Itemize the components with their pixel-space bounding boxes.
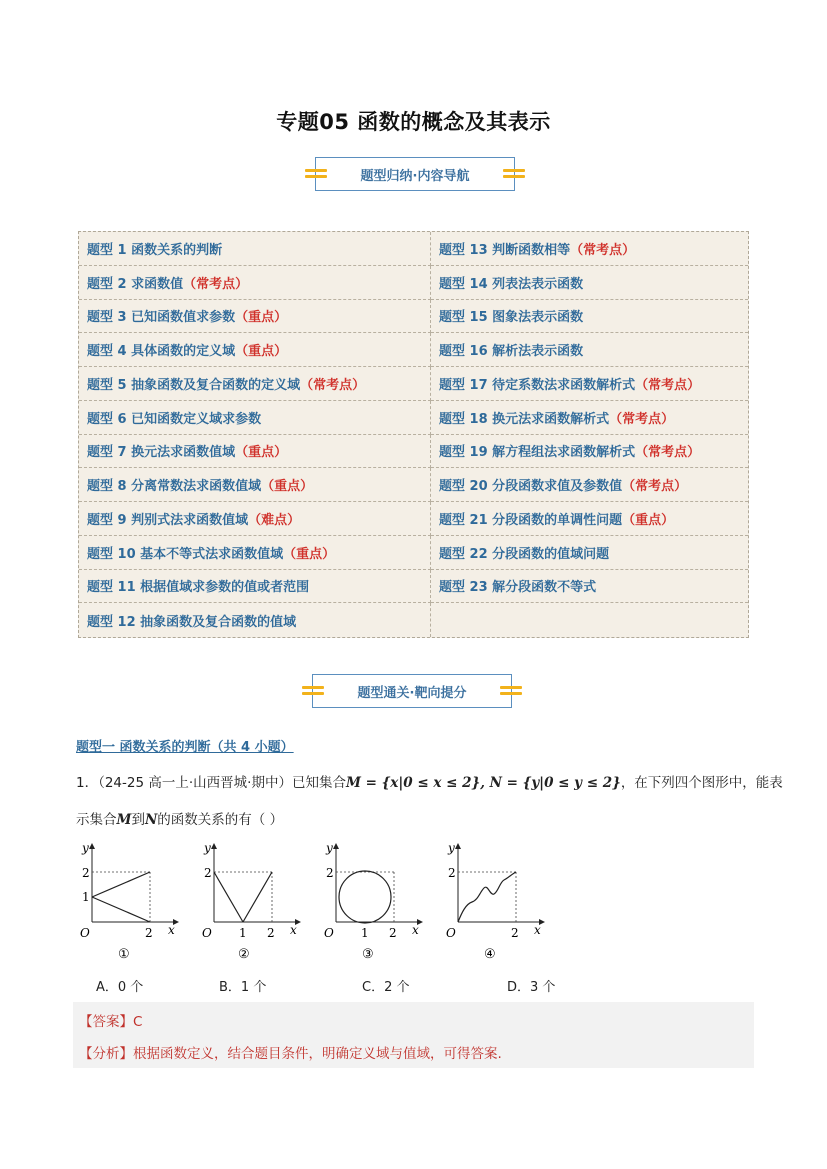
question-line-1 <box>76 771 783 791</box>
question-text: 到 <box>131 812 145 828</box>
question-text: 示集合 <box>76 812 117 828</box>
toc-item[interactable] <box>431 435 748 469</box>
set-m: M <box>116 812 132 828</box>
question-sets: M = {x|0 ≤ x ≤ 2}, N = {y|0 ≤ y ≤ 2} <box>345 775 621 791</box>
analysis-tag: 【分析】 <box>79 1046 133 1062</box>
toc-item-tag: （常考点） <box>609 411 675 427</box>
graph-2 <box>202 842 300 962</box>
table-of-contents <box>78 231 749 638</box>
page-title: 专题05 函数的概念及其表示 <box>276 110 551 134</box>
toc-item[interactable] <box>431 401 748 435</box>
toc-item-label: 题型 9 判别式法求函数值域 <box>87 512 249 528</box>
toc-item[interactable] <box>79 333 431 367</box>
tick-label: 2 <box>326 866 334 880</box>
toc-item-label: 题型 8 分离常数法求函数值域 <box>87 479 262 495</box>
section-banner-practice <box>312 674 512 708</box>
toc-item-tag: （重点） <box>235 310 288 326</box>
analysis-text: 根据函数定义，结合题目条件，明确定义域与值域，可得答案. <box>133 1046 502 1062</box>
toc-item-label: 题型 1 函数关系的判断 <box>87 242 223 258</box>
axis-y-label: y <box>204 842 211 855</box>
origin-label: O <box>446 926 456 940</box>
toc-item[interactable] <box>79 367 431 401</box>
banner-decoration-right <box>500 685 522 697</box>
toc-item[interactable] <box>79 266 431 300</box>
tick-label: 2 <box>82 866 90 880</box>
origin-label: O <box>80 926 90 940</box>
section-heading: 题型一 函数关系的判断（共 4 小题） <box>76 740 294 755</box>
toc-item-label: 题型 13 判断函数相等 <box>439 242 571 258</box>
answer-value: C <box>133 1014 143 1030</box>
toc-item[interactable] <box>79 435 431 469</box>
tick-label: 1 <box>239 926 247 940</box>
toc-item-label: 题型 7 换元法求函数值域 <box>87 445 236 461</box>
banner-decoration-right <box>503 168 525 180</box>
toc-item-label: 题型 21 分段函数的单调性问题 <box>439 512 623 528</box>
toc-item-tag: （重点） <box>283 546 336 562</box>
toc-item-tag: （常考点） <box>183 276 249 292</box>
axis-x-label: x <box>534 923 541 937</box>
toc-item-tag: （重点） <box>261 479 314 495</box>
toc-item-label: 题型 22 分段函数的值域问题 <box>439 546 610 562</box>
toc-item-label: 题型 2 求函数值 <box>87 276 184 292</box>
toc-item-label: 题型 11 根据值域求参数的值或者范围 <box>87 580 310 596</box>
toc-item[interactable] <box>431 266 748 300</box>
toc-item[interactable] <box>79 603 431 637</box>
toc-item-tag: （常考点） <box>622 479 688 495</box>
toc-item-label: 题型 20 分段函数求值及参数值 <box>439 479 623 495</box>
figure-label: ③ <box>362 947 374 962</box>
toc-item-label: 题型 19 解方程组法求函数解析式 <box>439 445 636 461</box>
tick-label: 2 <box>448 866 456 880</box>
figure-label: ② <box>238 947 250 962</box>
tick-label: 1 <box>361 926 369 940</box>
toc-item-label: 题型 12 抽象函数及复合函数的值域 <box>87 614 297 630</box>
toc-item-tag: （常考点） <box>635 445 701 461</box>
answer-line <box>79 1010 142 1030</box>
tick-label: 2 <box>267 926 275 940</box>
axis-x-label: x <box>290 923 297 937</box>
origin-label: O <box>324 926 334 940</box>
toc-item-label: 题型 17 待定系数法求函数解析式 <box>439 377 636 393</box>
axis-x-label: x <box>412 923 419 937</box>
axis-y-label: y <box>326 842 333 855</box>
toc-item[interactable] <box>79 300 431 334</box>
answer-box <box>73 1002 754 1068</box>
toc-item-label: 题型 15 图象法表示函数 <box>439 310 584 326</box>
toc-item-tag: （常考点） <box>300 377 366 393</box>
toc-item[interactable] <box>431 300 748 334</box>
tick-label: 2 <box>145 926 153 940</box>
toc-item-label: 题型 5 抽象函数及复合函数的定义域 <box>87 377 301 393</box>
question-text: 的函数关系的有（ ） <box>157 812 284 828</box>
axis-y-label: y <box>448 842 455 855</box>
tick-label: 2 <box>389 926 397 940</box>
figure-label: ① <box>118 947 130 962</box>
axis-x-label: x <box>168 923 175 937</box>
axis-y-label: y <box>82 842 89 855</box>
answer-tag: 【答案】 <box>79 1014 133 1030</box>
toc-item[interactable] <box>79 570 431 604</box>
toc-item-tag: （常考点） <box>635 377 701 393</box>
question-line-2 <box>76 808 283 828</box>
toc-item <box>431 603 748 637</box>
toc-item-label: 题型 18 换元法求函数解析式 <box>439 411 610 427</box>
set-n: N <box>144 812 158 828</box>
toc-item[interactable] <box>431 570 748 604</box>
toc-item[interactable] <box>79 502 431 536</box>
choice-a[interactable]: A．0 个 <box>96 980 144 995</box>
toc-item-label: 题型 4 具体函数的定义域 <box>87 344 236 360</box>
toc-item[interactable] <box>431 367 748 401</box>
graph-1 <box>80 842 178 962</box>
toc-item[interactable] <box>79 401 431 435</box>
toc-item-tag: （难点） <box>248 512 301 528</box>
banner-label: 题型通关·靶向提分 <box>357 685 467 701</box>
toc-item-label: 题型 10 基本不等式法求函数值域 <box>87 546 284 562</box>
toc-item-tag: （重点） <box>235 344 288 360</box>
tick-label: 2 <box>511 926 519 940</box>
toc-item[interactable] <box>79 536 431 570</box>
toc-item-tag: （重点） <box>235 445 288 461</box>
choice-d[interactable]: D．3 个 <box>507 980 556 995</box>
toc-item[interactable] <box>79 468 431 502</box>
analysis-line <box>79 1042 502 1062</box>
toc-item-label: 题型 23 解分段函数不等式 <box>439 580 597 596</box>
origin-label: O <box>202 926 212 940</box>
choice-b[interactable]: B．1 个 <box>219 980 267 995</box>
tick-label: 2 <box>204 866 212 880</box>
banner-decoration-left <box>305 168 327 180</box>
toc-item-label: 题型 16 解析法表示函数 <box>439 344 584 360</box>
toc-item-label: 题型 3 已知函数值求参数 <box>87 310 236 326</box>
tick-label: 1 <box>82 890 90 904</box>
toc-item[interactable] <box>431 468 748 502</box>
section-banner-navigation <box>315 157 515 191</box>
toc-item-label: 题型 14 列表法表示函数 <box>439 276 584 292</box>
toc-item[interactable] <box>431 502 748 536</box>
toc-item[interactable] <box>79 232 431 266</box>
toc-item-tag: （常考点） <box>570 242 636 258</box>
toc-item[interactable] <box>431 232 748 266</box>
toc-item-tag: （重点） <box>622 512 675 528</box>
graph-4 <box>446 842 544 962</box>
banner-label: 题型归纳·内容导航 <box>360 168 470 184</box>
graph-figures <box>70 842 550 967</box>
question-prefix: 1．（24-25 高一上·山西晋城·期中）已知集合 <box>76 775 346 791</box>
graph-3 <box>324 842 422 962</box>
toc-item-label: 题型 6 已知函数定义域求参数 <box>87 411 262 427</box>
figure-label: ④ <box>484 947 496 962</box>
choice-c[interactable]: C．2 个 <box>362 980 410 995</box>
toc-item[interactable] <box>431 536 748 570</box>
question-suffix: ，在下列四个图形中，能表 <box>620 775 783 791</box>
banner-decoration-left <box>302 685 324 697</box>
toc-item[interactable] <box>431 333 748 367</box>
